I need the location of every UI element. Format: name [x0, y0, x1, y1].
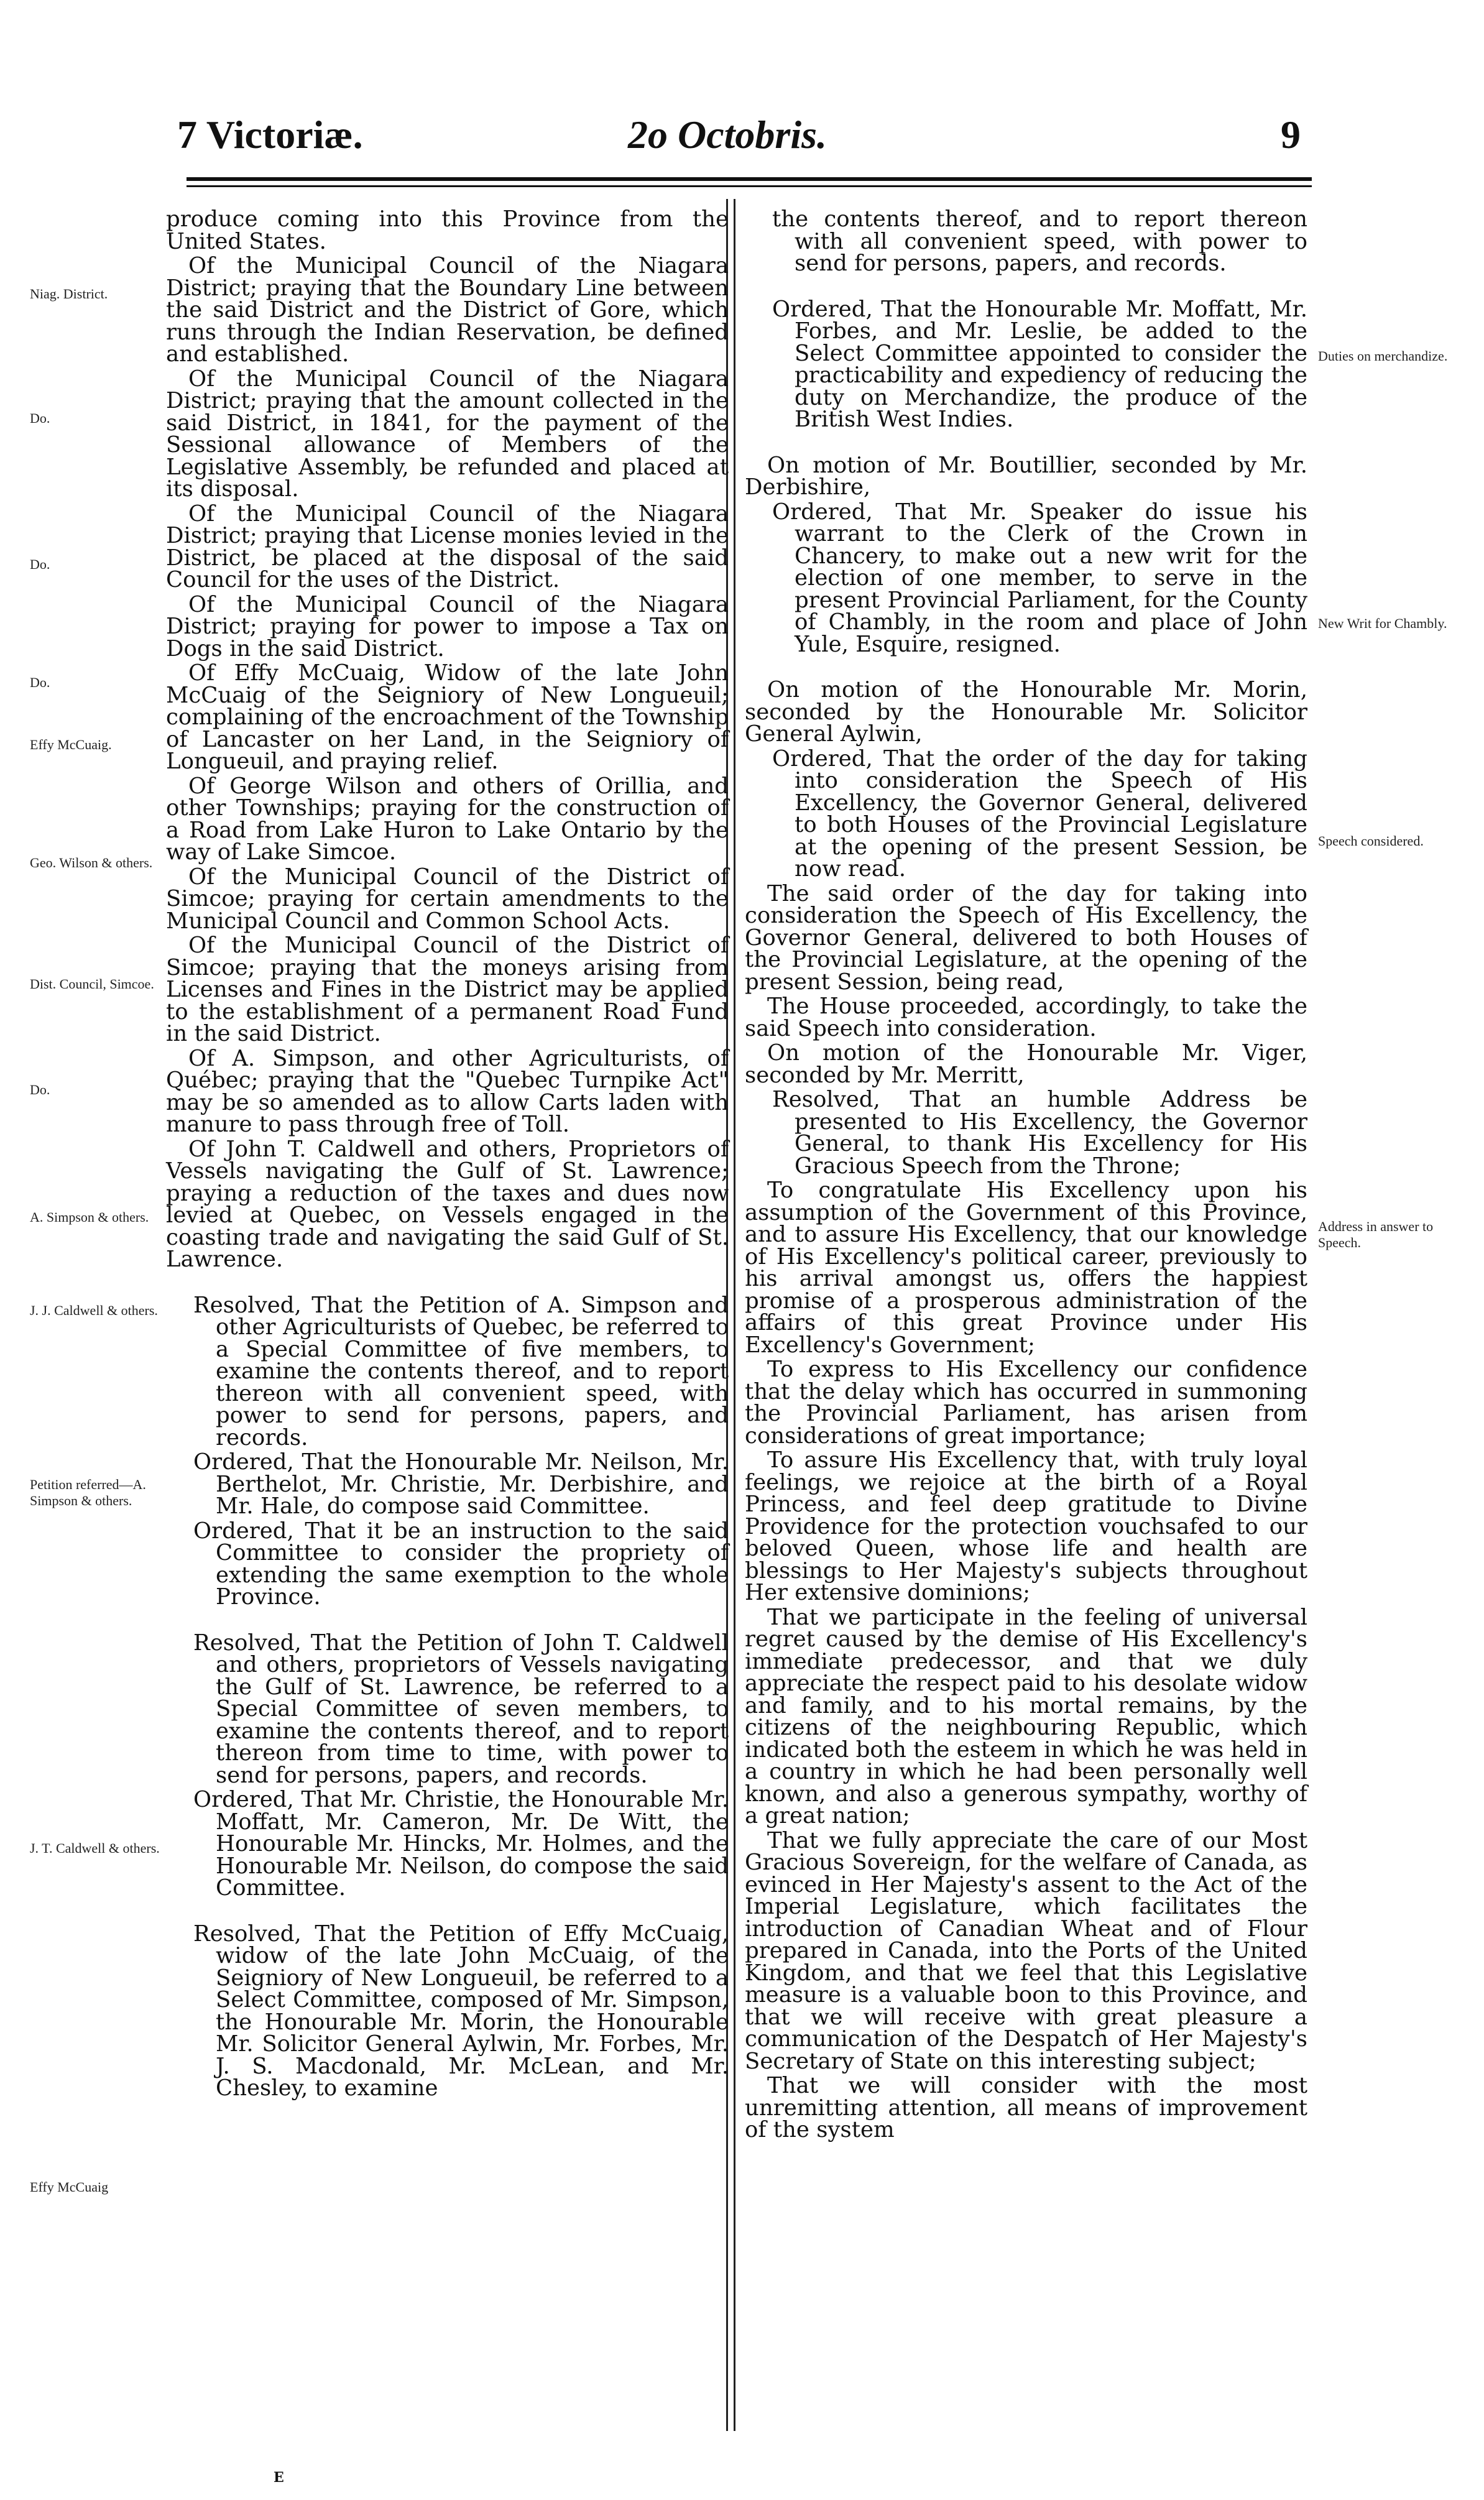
- petition-paragraph: Of the Municipal Council of the Niagara District; praying that the Boundary Line between the said District and the District of Gore, which runs through the Indian Reservation, be defined and established.: [166, 253, 729, 367]
- order-paragraph: Ordered, That the order of the day for taking into consideration the Speech of His Excellency, the Governor General, delivered to both Houses of the Provincial Legislature at the opening of the present Session, be now read.: [772, 745, 1307, 882]
- resolution-paragraph: Resolved, That an humble Address be presented to His Excellency, the Governor General, to thank His Excellency for His Gracious Speech from the Throne;: [772, 1087, 1307, 1179]
- petition-paragraph: Of the Municipal Council of the Niagara District; praying for power to impose a Tax on Dogs in the said District.: [166, 591, 729, 662]
- motion-paragraph: On motion of the Honourable Mr. Viger, seconded by Mr. Merritt,: [745, 1040, 1307, 1088]
- header-rule-thick: [187, 177, 1312, 181]
- order-paragraph: Ordered, That Mr. Speaker do issue his warrant to the Clerk of the Crown in Chancery, to make out a new writ for the election of one member, to serve in the present Provincial Parliament, for the County of Chambly, in the room and place of John Yule, Esquire, resigned.: [772, 499, 1307, 657]
- column-divider-right: [734, 199, 735, 2431]
- paragraph: the contents thereof, and to report thereon with all convenient speed, with power to send for persons, papers, and records.: [772, 206, 1307, 276]
- petition-paragraph: Of George Wilson and others of Orillia, and other Townships; praying for the construction of a Road from Lake Huron to Lake Ontario by the way of Lake Simcoe.: [166, 773, 729, 865]
- motion-paragraph: On motion of Mr. Boutillier, seconded by Mr. Derbishire,: [745, 452, 1307, 500]
- margin-note: Do.: [30, 675, 50, 690]
- margin-note: Dist. Council, Simcoe.: [30, 976, 154, 992]
- paragraph: The House proceeded, accordingly, to take the said Speech into consideration.: [745, 994, 1307, 1041]
- header-rule-thin: [187, 185, 1312, 187]
- margin-note: Duties on merchandize.: [1318, 348, 1448, 364]
- resolution-paragraph: Resolved, That the Petition of John T. Caldwell and others, proprietors of Vessels navigating the Gulf of St. Lawrence, be referred to a Special Committee of seven members, to examine the contents thereof, and to report thereon from time to time, with power to send for persons, papers, and records.: [193, 1630, 729, 1788]
- left-column: [166, 208, 729, 2102]
- order-paragraph: Ordered, That the Honourable Mr. Moffatt, Mr. Forbes, and Mr. Leslie, be added to the Select Committee appointed to consider the practicability and expediency of reducing the duty on Merchandize, the produce of the British West Indies.: [772, 296, 1307, 432]
- resolution-paragraph: Resolved, That the Petition of Effy McCuaig, widow of the late John McCuaig, of the Seigniory of New Longueuil, be referred to a Select Committee, composed of Mr. Simpson, the Honourable Mr. Morin, the Honourable Mr. Solicitor General Aylwin, Mr. Forbes, Mr. J. S. Macdonald, Mr. McLean, and Mr. Chesley, to examine: [193, 1921, 729, 2101]
- margin-note: Effy McCuaig: [30, 2179, 109, 2195]
- petition-paragraph: Of A. Simpson, and other Agriculturists, of Québec; praying that the "Quebec Turnpike Act" may be so amended as to allow Carts laden with manure to pass through free of Toll.: [166, 1045, 729, 1137]
- petition-paragraph: Of the Municipal Council of the Niagara District; praying that the amount collected in the said District, in 1841, for the payment of the Sessional allowance of Members of the Legislative Assembly, be refunded and placed at its disposal.: [166, 366, 729, 502]
- paragraph: The said order of the day for taking into consideration the Speech of His Excellency, the Governor General, delivered to both Houses of the Provincial Legislature, at the opening of the present Session, being read,: [745, 880, 1307, 995]
- margin-note: J. T. Caldwell & others.: [30, 1840, 160, 1856]
- header-date: 2o Octobris.: [628, 113, 827, 157]
- order-paragraph: Ordered, That it be an instruction to the said Committee to consider the propriety of extending the same exemption to the whole Province.: [193, 1518, 729, 1610]
- address-paragraph: To express to His Excellency our confidence that the delay which has occurred in summoning the Provincial Parliament, has arisen from considerations of great importance;: [745, 1357, 1307, 1449]
- margin-note: Geo. Wilson & others.: [30, 855, 153, 870]
- margin-note: Effy McCuaig.: [30, 737, 112, 752]
- header-regnal-year: 7 Victoriæ.: [177, 113, 363, 157]
- address-paragraph: To assure His Excellency that, with truly loyal feelings, we rejoice at the birth of a Royal Princess, and feel deep gratitude to Divine Providence for the protection vouchsafed to our beloved Queen, whose life and health are blessings to Her Majesty's subjects throughout Her extensive dominions;: [745, 1447, 1307, 1605]
- margin-note: New Writ for Chambly.: [1318, 616, 1447, 631]
- signature-mark: E: [274, 2470, 284, 2486]
- address-paragraph: That we fully appreciate the care of our Most Gracious Sovereign, for the welfare of Canada, as evinced in Her Majesty's assent to the Act of the Imperial Legislature, which facilitates the introduction of Canadian Wheat and of Flour prepared in Canada, into the Ports of the United Kingdom, and that we feel that this Legislative measure is a valuable boon to this Province, and that we will receive with great pleasure a communication of the Despatch of Her Majesty's Secretary of State on this interesting subject;: [745, 1827, 1307, 2074]
- margin-note: Niag. District.: [30, 286, 108, 302]
- petition-paragraph: Of Effy McCuaig, Widow of the late John McCuaig of the Seigniory of New Longueuil; complaining of the encroachment of the Township of Lancaster on her Land, in the Seigniory of Longueuil, and praying relief.: [166, 660, 729, 774]
- order-paragraph: Ordered, That the Honourable Mr. Neilson, Mr. Berthelot, Mr. Christie, Mr. Derbishire, and Mr. Hale, do compose said Committee.: [193, 1449, 729, 1519]
- resolution-paragraph: Resolved, That the Petition of A. Simpson and other Agriculturists of Quebec, be referred to a Special Committee of five members, to examine the contents thereof, and to report thereon with all convenient speed, with power to send for persons, papers, and records.: [193, 1292, 729, 1451]
- margin-note: Address in answer to Speech.: [1318, 1219, 1434, 1250]
- right-column: [745, 208, 1307, 2144]
- margin-note: J. J. Caldwell & others.: [30, 1303, 158, 1318]
- margin-note: Do.: [30, 410, 50, 426]
- margin-note: Speech considered.: [1318, 833, 1424, 849]
- petition-paragraph: Of the Municipal Council of the District of Simcoe; praying that the moneys arising from Licenses and Fines in the District may be applied to the establishment of a permanent Road Fund in the said District.: [166, 933, 729, 1046]
- page-number: 9: [1281, 113, 1301, 157]
- motion-paragraph: On motion of the Honourable Mr. Morin, seconded by the Honourable Mr. Solicitor General Aylwin,: [745, 677, 1307, 747]
- paragraph: produce coming into this Province from the United States.: [166, 206, 729, 254]
- order-paragraph: Ordered, That Mr. Christie, the Honourable Mr. Moffatt, Mr. Cameron, Mr. De Witt, the Honourable Mr. Hincks, Mr. Holmes, and the Honourable Mr. Neilson, do compose the said Committee.: [193, 1787, 729, 1901]
- running-header: [0, 93, 1484, 168]
- margin-note: Do.: [30, 556, 50, 572]
- petition-paragraph: Of John T. Caldwell and others, Proprietors of Vessels navigating the Gulf of St. Lawrence; praying a reduction of the taxes and dues now levied at Quebec, on Vessels engaged in the coasting trade and navigating the said Gulf of St. Lawrence.: [166, 1136, 729, 1272]
- petition-paragraph: Of the Municipal Council of the Niagara District; praying that License monies levied in the District, be placed at the disposal of the said Council for the uses of the District.: [166, 500, 729, 593]
- address-paragraph: That we will consider with the most unremitting attention, all means of improvement of the system: [745, 2073, 1307, 2143]
- margin-note: Do.: [30, 1082, 50, 1097]
- petition-paragraph: Of the Municipal Council of the District of Simcoe; praying for certain amendments to the Municipal Council and Common School Acts.: [166, 864, 729, 934]
- margin-note: A. Simpson & others.: [30, 1209, 149, 1225]
- address-paragraph: That we participate in the feeling of universal regret caused by the demise of His Excellency's immediate predecessor, and that we duly appreciate the respect paid to his desolate widow and family, and to his mortal remains, by the citizens of the neighbouring Republic, which indicated both the esteem in which he was held in a country in which he had been personally well known, and also a generous sympathy, worthy of a great nation;: [745, 1604, 1307, 1829]
- address-paragraph: To congratulate His Excellency upon his assumption of the Government of this Province, and to assure His Excellency, that our knowledge of His Excellency's political career, previously to his arrival amongst us, offers the happiest promise of a prosperous administration of the affairs of this great Province under His Excellency's Government;: [745, 1178, 1307, 1358]
- margin-note: Petition referred—A. Simpson & others.: [30, 1477, 146, 1508]
